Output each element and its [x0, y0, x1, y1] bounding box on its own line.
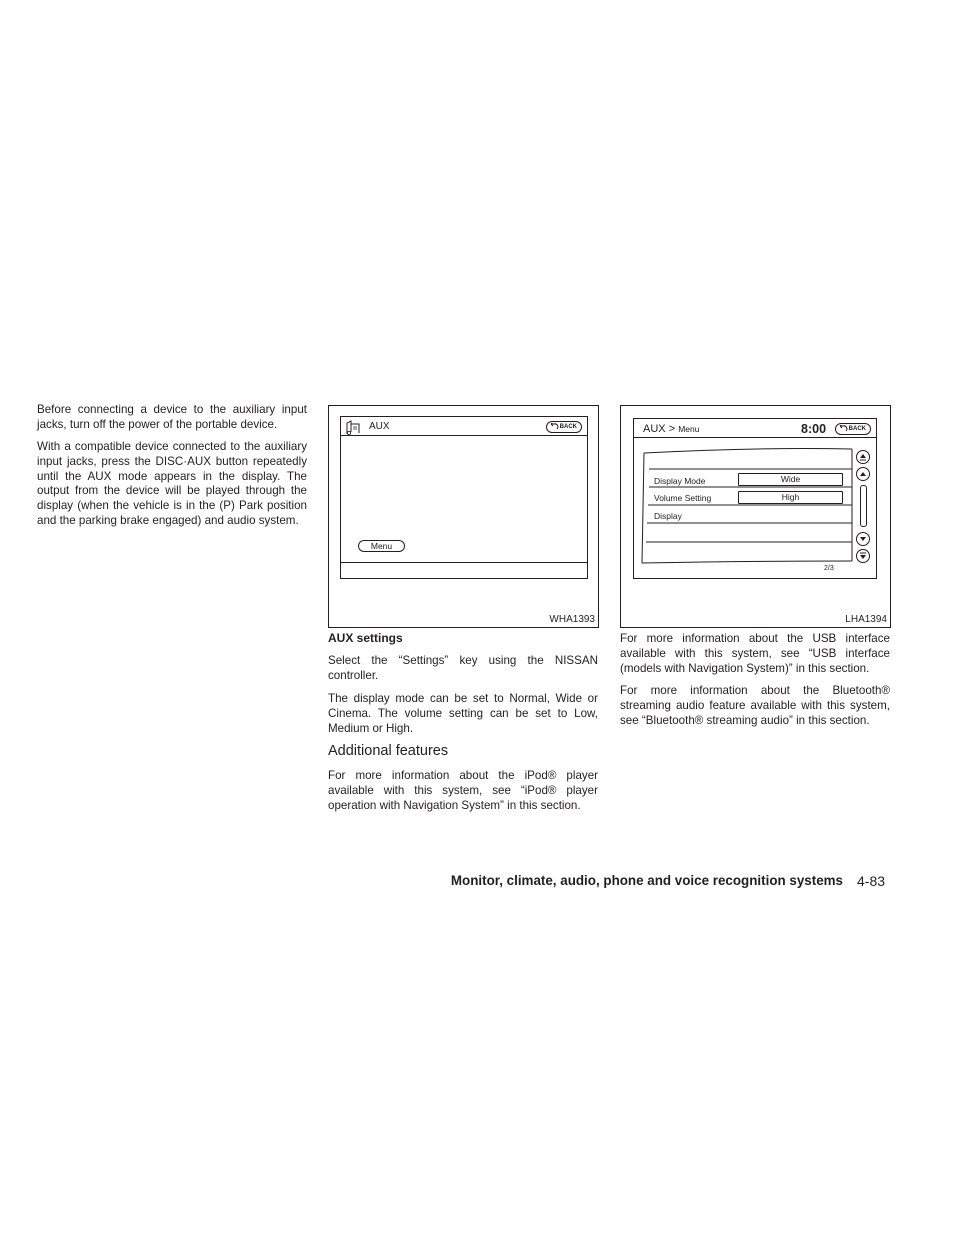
menu-button[interactable]	[358, 540, 405, 552]
back-button[interactable]	[546, 421, 582, 433]
footer-page-number: 4-83	[857, 873, 886, 889]
row-label-display-mode[interactable]: Display Mode	[654, 476, 706, 486]
intro-paragraph-aux-mode: With a compatible device connected to the auxiliary input jacks, press the DISC·AUX button repeatedly until the AUX mode appears in the display. The output from the device will be played through the display (when the vehicle is in the (P) Park position and the parking brake engaged) and audio system.	[37, 440, 307, 527]
row-label-volume-setting[interactable]: Volume Setting	[654, 493, 712, 503]
scroll-bottom-button[interactable]	[856, 549, 870, 563]
scroll-top-button[interactable]	[856, 450, 870, 464]
paragraph-usb-info: For more information about the USB interface available with this system, see “USB interface (models with Navigation System)” in this section.	[620, 632, 890, 675]
figure-aux-menu-screen	[620, 405, 891, 628]
heading-aux-settings: AUX settings	[328, 631, 403, 645]
row-value-text: High	[781, 492, 800, 502]
back-button-label: BACK	[848, 426, 866, 432]
paragraph-bluetooth-info: For more information about the Bluetooth® streaming audio feature available with this system, see “Bluetooth® streaming audio” in this section.	[620, 684, 890, 727]
row-label-display[interactable]: Display	[654, 511, 682, 521]
row-value-display-mode[interactable]	[738, 473, 843, 486]
scroll-down-button[interactable]	[856, 532, 870, 546]
clock-display: 8:00	[801, 422, 827, 436]
menu-button-label: Menu	[370, 541, 393, 551]
aux-menu-display-screen	[633, 418, 877, 579]
back-button-label: BACK	[559, 424, 577, 430]
scrollbar-track[interactable]	[860, 485, 867, 527]
paragraph-display-mode: The display mode can be set to Normal, Wide or Cinema. The volume setting can be set to Low, Medium or High.	[328, 692, 598, 735]
figure-code: WHA1393	[549, 614, 595, 625]
scroll-up-button[interactable]	[856, 467, 870, 481]
figure-code: LHA1394	[845, 614, 887, 625]
aux-screen-title: AUX	[369, 421, 390, 432]
scroll-bottom-icon	[857, 550, 869, 562]
back-arrow-icon	[838, 425, 848, 433]
paragraph-select-settings: Select the “Settings” key using the NISSAN controller.	[328, 654, 598, 682]
header-divider	[341, 435, 587, 436]
aux-source-icon	[345, 420, 365, 436]
scroll-top-icon	[857, 451, 869, 463]
title-sub: Menu	[678, 424, 700, 434]
row-value-text: Wide	[780, 474, 801, 484]
scroll-down-icon	[857, 533, 869, 545]
header-divider	[634, 437, 876, 438]
back-arrow-icon	[549, 423, 559, 431]
back-button[interactable]	[835, 423, 871, 435]
page-indicator: 2/3	[824, 565, 834, 572]
paragraph-ipod-info: For more information about the iPod® player available with this system, see “iPod® player operation with Navigation System” in this section.	[328, 769, 598, 812]
heading-additional-features: Additional features	[328, 743, 449, 759]
footer-divider	[341, 562, 587, 563]
figure-aux-screen	[328, 405, 599, 628]
menu-list-panel	[638, 445, 858, 565]
footer-section-title: Monitor, climate, audio, phone and voice recognition systems	[450, 873, 843, 888]
title-separator: >	[668, 423, 676, 435]
scroll-up-icon	[857, 468, 869, 480]
title-main: AUX	[643, 423, 666, 435]
intro-paragraph-power-off: Before connecting a device to the auxiliary input jacks, turn off the power of the portable device.	[37, 403, 307, 431]
menu-screen-title	[643, 423, 699, 435]
aux-display-screen	[340, 416, 588, 579]
row-value-volume-setting[interactable]	[738, 491, 843, 504]
